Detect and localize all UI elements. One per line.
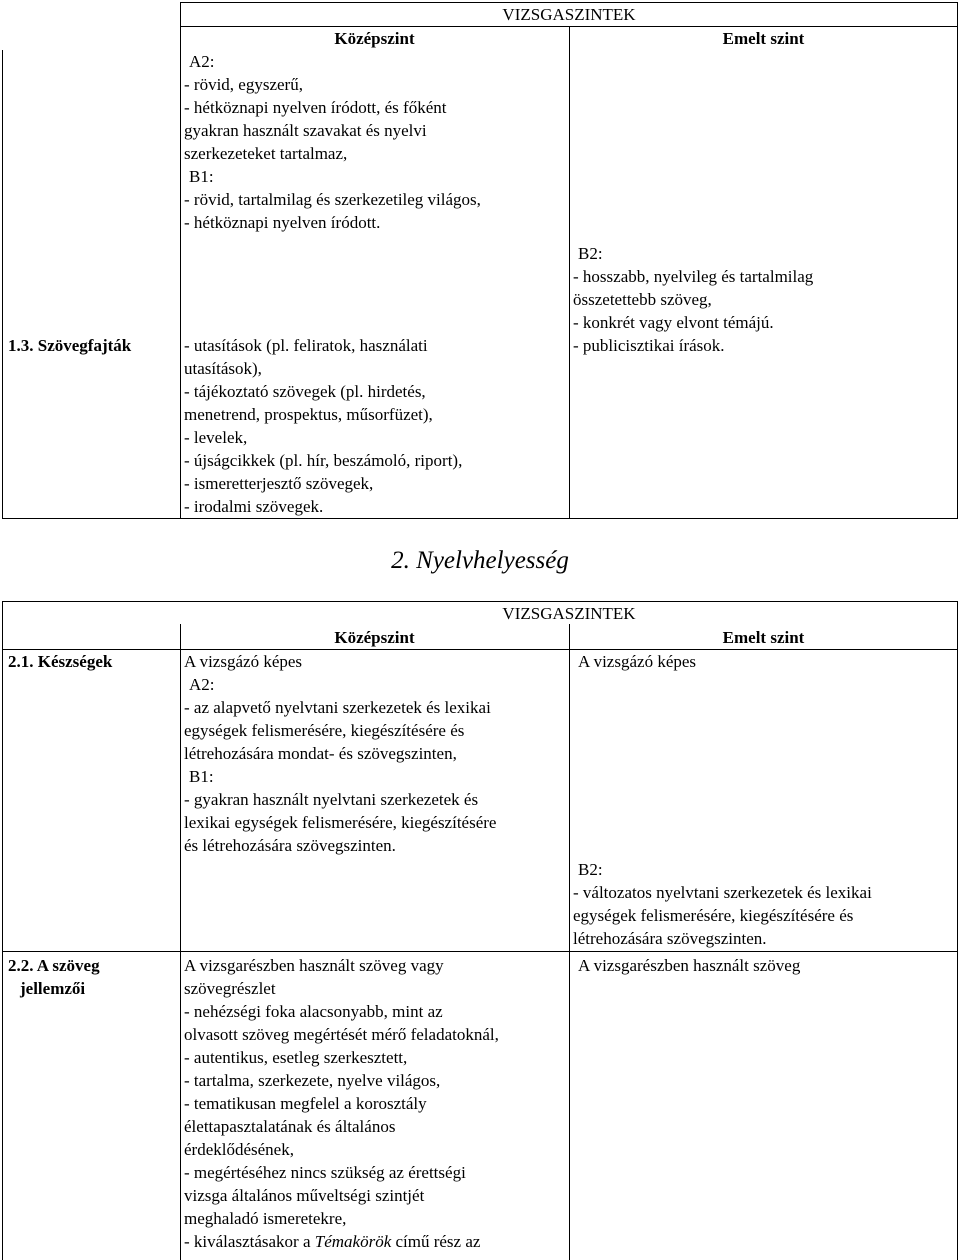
- table2-row1-high-intro: A vizsgázó képes: [578, 652, 697, 671]
- text-line: - hosszabb, nyelvileg és tartalmilag: [573, 267, 814, 286]
- text-line: - tájékoztató szövegek (pl. hirdetés,: [184, 382, 426, 401]
- text-line: - változatos nyelvtani szerkezetek és lexikai: [573, 883, 872, 902]
- text-line: olvasott szöveg megértését mérő feladatoknál,: [184, 1025, 499, 1044]
- table2-row2-label-line2: jellemzői: [20, 979, 86, 998]
- text-line: menetrend, prospektus, műsorfüzet),: [184, 405, 433, 424]
- text-line: - rövid, tartalmilag és szerkezetileg világos,: [184, 190, 481, 209]
- text-line: meghaladó ismeretekre,: [184, 1209, 347, 1228]
- table2-col-high-header: Emelt szint: [722, 628, 805, 647]
- text-line: - újságcikkek (pl. hír, beszámoló, riport),: [184, 451, 463, 470]
- text-line: - megértéséhez nincs szükség az érettségi: [184, 1163, 466, 1182]
- table1-col-divider-1: [180, 2, 181, 519]
- table1-col-divider-2: [569, 26, 570, 519]
- table2-row2-mid: [184, 954, 499, 1230]
- text-line: - hétköznapi nyelven íródott.: [184, 213, 381, 232]
- text-line: - az alapvető nyelvtani szerkezetek és lexikai: [184, 698, 491, 717]
- text-line: B2:: [578, 244, 603, 263]
- text-line: létrehozására szövegszinten.: [573, 929, 767, 948]
- text-line: - ismeretterjesztő szövegek,: [184, 474, 374, 493]
- text-line: B1:: [189, 167, 214, 186]
- table1-right-border: [957, 2, 958, 519]
- table2-row2-mid-last-line: [184, 1230, 480, 1253]
- text-line: A2:: [189, 52, 215, 71]
- text-run: című rész az: [391, 1232, 481, 1251]
- text-line: és létrehozására szövegszinten.: [184, 836, 396, 855]
- text-line: - utasítások (pl. feliratok, használati: [184, 336, 428, 355]
- table2-row1-label: 2.1. Készségek: [8, 652, 113, 671]
- text-line: A vizsgázó képes: [184, 652, 303, 671]
- table1-high-cell: [573, 242, 813, 357]
- table1-bottom-border: [2, 518, 958, 519]
- table1-left-border: [2, 50, 3, 519]
- table2-left-border: [2, 601, 3, 1260]
- text-line: élettapasztalatának és általános: [184, 1117, 396, 1136]
- table1-header: VIZSGASZINTEK: [502, 5, 636, 24]
- table1-mid-levels: [184, 50, 481, 234]
- table2-row1-high: [573, 858, 872, 950]
- table2-row2-label-line1: 2.2. A szöveg: [8, 956, 100, 975]
- table2-col-divider-2: [569, 624, 570, 1260]
- text-line: létrehozására mondat- és szövegszinten,: [184, 744, 457, 763]
- table2-row2-high: A vizsgarészben használt szöveg: [578, 956, 801, 975]
- text-line: - nehézségi foka alacsonyabb, mint az: [184, 1002, 443, 1021]
- table2-col-mid-header: Középszint: [334, 628, 415, 647]
- text-line: - gyakran használt nyelvtani szerkezetek és: [184, 790, 479, 809]
- table2-row-divider: [2, 951, 958, 952]
- text-line: A2:: [189, 675, 215, 694]
- text-line: B1:: [189, 767, 214, 786]
- text-line: - publicisztikai írások.: [573, 336, 725, 355]
- text-line: gyakran használt szavakat és nyelvi: [184, 121, 427, 140]
- text-line: - autentikus, esetleg szerkesztett,: [184, 1048, 408, 1067]
- text-line: érdeklődésének,: [184, 1140, 294, 1159]
- text-line: - rövid, egyszerű,: [184, 75, 303, 94]
- text-line: - tematikusan megfelel a korosztály: [184, 1094, 427, 1113]
- text-line: összetettebb szöveg,: [573, 290, 712, 309]
- table2-header: VIZSGASZINTEK: [502, 604, 636, 623]
- text-line: lexikai egységek felismerésére, kiegészítésére: [184, 813, 497, 832]
- text-run: - kiválasztásakor a: [184, 1232, 315, 1251]
- text-line: szövegrészlet: [184, 979, 276, 998]
- section-title: 2. Nyelvhelyesség: [391, 547, 569, 574]
- table2-col-divider-1: [180, 624, 181, 1260]
- table1-mid-types: [184, 334, 462, 518]
- table2-right-border: [957, 601, 958, 1260]
- table1-row-label: 1.3. Szövegfajták: [8, 336, 132, 355]
- text-line: - hétköznapi nyelven íródott, és főként: [184, 98, 447, 117]
- text-line: utasítások),: [184, 359, 262, 378]
- text-line: B2:: [578, 860, 603, 879]
- text-line: szerkezeteket tartalmaz,: [184, 144, 348, 163]
- table2-row1-mid: [184, 650, 496, 857]
- text-line: vizsga általános műveltségi szintjét: [184, 1186, 425, 1205]
- emphasis-text: Témakörök: [314, 1232, 392, 1251]
- text-line: - konkrét vagy elvont témájú.: [573, 313, 774, 332]
- text-line: egységek felismerésére, kiegészítésére és: [573, 906, 854, 925]
- text-line: - tartalma, szerkezete, nyelve világos,: [184, 1071, 441, 1090]
- text-line: egységek felismerésére, kiegészítésére és: [184, 721, 465, 740]
- text-line: - levelek,: [184, 428, 248, 447]
- text-line: - irodalmi szövegek.: [184, 497, 324, 516]
- table1-col-mid-header: Középszint: [334, 29, 415, 48]
- text-line: A vizsgarészben használt szöveg vagy: [184, 956, 444, 975]
- table1-col-high-header: Emelt szint: [722, 29, 805, 48]
